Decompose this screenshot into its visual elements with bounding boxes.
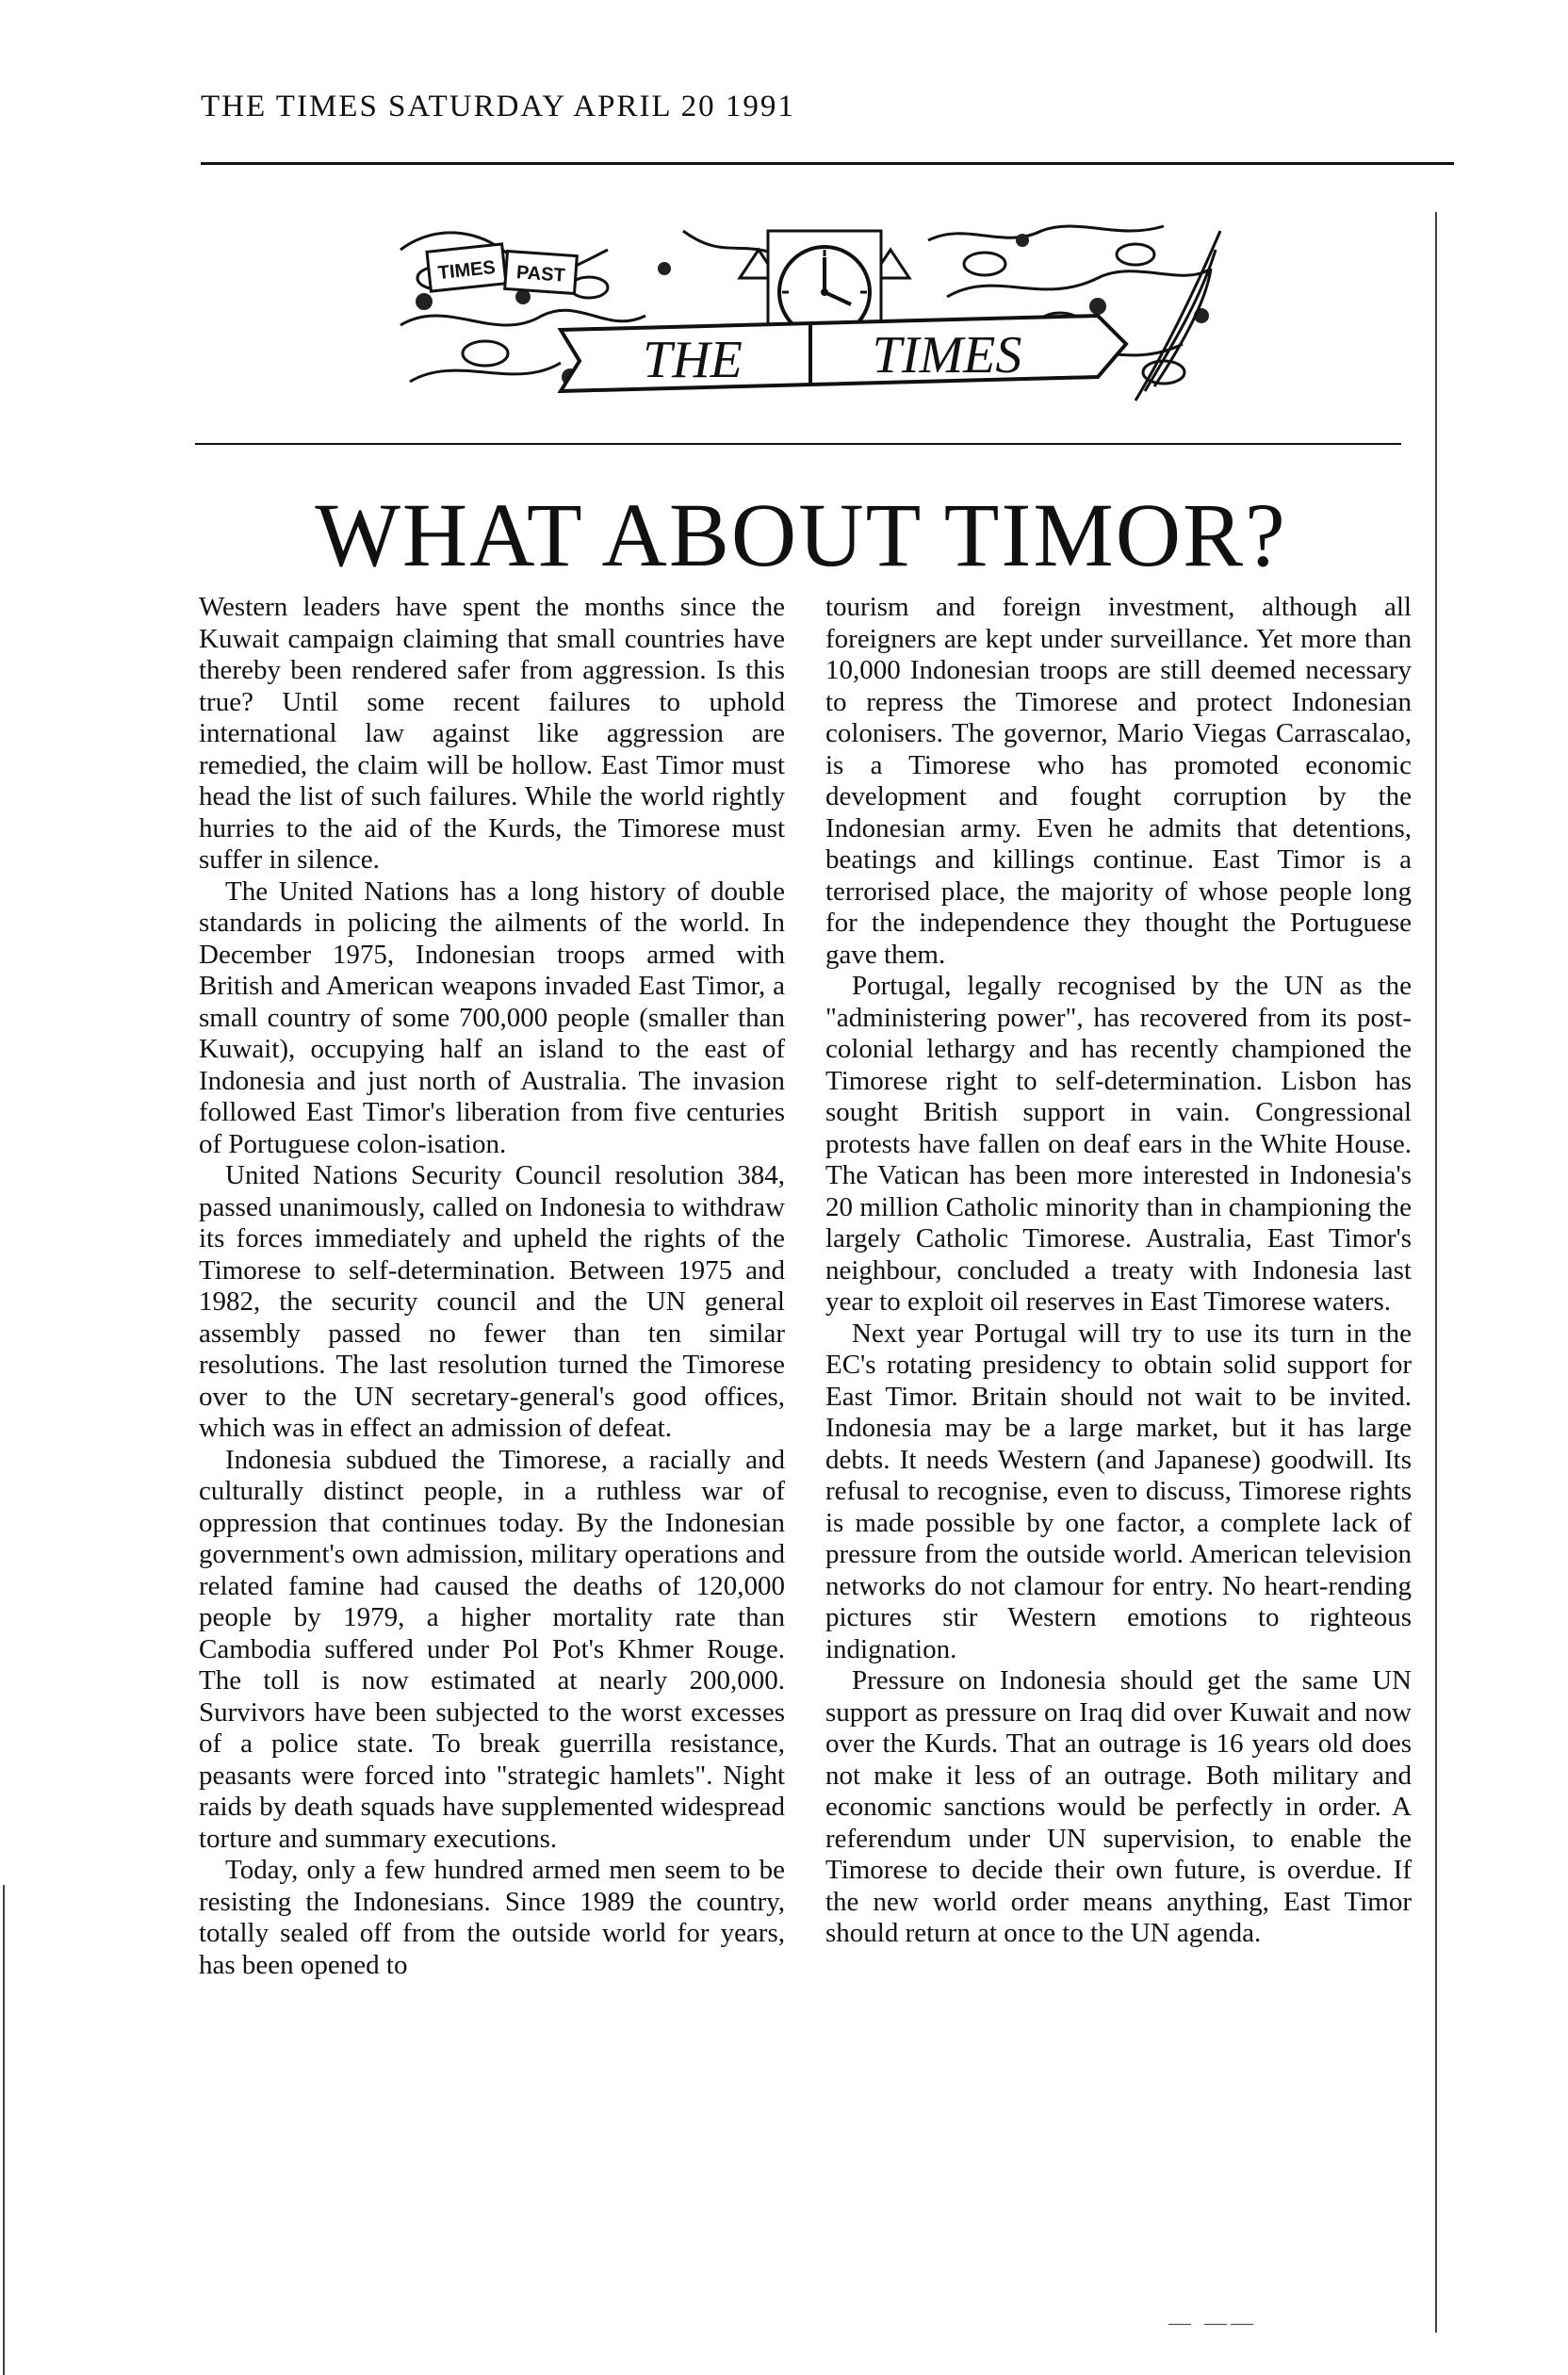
times-past-tabs (427, 244, 577, 294)
paragraph: tourism and foreign investment, although all foreigners are kept under surveillance. Yet more than 10,000 Indonesian troops are still deemed necessary to repress the Timorese and protect Indonesian colonisers. The governor, Mario Viegas Carrascalao, is a Timorese who has promoted economic development and fought corruption by the Indonesian army. Even he admits that detentions, beatings and killings continue. East Timor is a terrorised place, the majority of whose people long for the independence they thought the Portuguese gave them. (825, 592, 1412, 970)
masthead-rule (195, 443, 1401, 445)
paragraph: Pressure on Indonesia should get the same UN support as pressure on Iraq did over Kuwait and now over the Kurds. That an outrage is 16 years old does not make it less of an outrage. Both military and economic sanctions would be perfectly in order. A referendum under UN supervision, to enable the Timorese to decide their own future, is overdue. If the new world order means anything, East Timor should return at once to the UN agenda. (825, 1665, 1412, 1948)
paragraph: Today, only a few hundred armed men seem to be resisting the Indonesians. Since 1989 the country, totally sealed off from the outside world for years, has been opened to (199, 1855, 785, 1980)
paragraph: Portugal, legally recognised by the UN as the "administering power", has recovered from its post-colonial lethargy and has recently championed the Timorese right to self-determination. Lisbon has sought British support in vain. Congressional protests have fallen on deaf ears in the White House. The Vatican has been more interested in Indonesia's 20 million Catholic minority than in championing the largely Catholic Timorese. Australia, East Timor's neighbour, concluded a treaty with Indonesia last year to exploit oil reserves in East Timorese waters. (825, 971, 1412, 1317)
paragraph: The United Nations has a long history of double standards in policing the ailments of the world. In December 1975, Indonesian troops armed with British and American weapons invaded East Timor, a small country of some 700,000 people (smaller than Kuwait), occupying half an island to the east of Indonesia and just north of Australia. The invasion followed East Timor's liberation from five centuries of Portuguese colon-isation. (199, 876, 785, 1159)
times-past-masthead (382, 212, 1230, 410)
paragraph: Next year Portugal will try to use its turn in the EC's rotating presidency to obtain solid support for East Timor. Britain should not wait to be invited. Indonesia may be a large market, but it has large debts. It needs Western (and Japanese) goodwill. Its refusal to recognise, even to discuss, Timorese rights is made possible by one factor, a complete lack of pressure from the outside world. American television networks do not clamour for entry. No heart-rending pictures stir Western emotions to righteous indignation. (825, 1318, 1412, 1664)
end-mark: — —— (1168, 2311, 1257, 2335)
banner-times: TIMES (872, 326, 1022, 385)
paragraph: Indonesia subdued the Timorese, a racially and culturally distinct people, in a ruthless war of oppression that continues today. By the Indonesian government's own admission, military operations and related famine had caused the deaths of 120,000 people by 1979, a higher mortality rate than Cambodia suffered under Pol Pot's Khmer Rouge. The toll is now estimated at nearly 200,000. Survivors have been subjected to the worst excesses of a police state. To break guerrilla resistance, peasants were forced into "strategic hamlets". Night raids by death squads have supplemented widespread torture and summary executions. (199, 1444, 785, 1854)
title-banner (561, 316, 1126, 391)
column-right-rule (1435, 212, 1437, 2333)
article-column-right (825, 592, 1412, 1950)
tab-past-label: PAST (515, 262, 566, 287)
dateline: THE TIMES SATURDAY APRIL 20 1991 (201, 90, 795, 123)
article-column-left (199, 592, 785, 1981)
banner-the: THE (643, 331, 743, 389)
top-rule (201, 162, 1454, 165)
tab-times-label: TIMES (436, 256, 497, 285)
headline: WHAT ABOUT TIMOR? (315, 484, 1287, 585)
paragraph: United Nations Security Council resolution 384, passed unanimously, called on Indonesia to withdraw its forces immediately and upheld the rights of the Timorese to self-determination. Between 1975 and 1982, the security council and the UN general assembly passed no fewer than ten similar resolutions. The last resolution turned the Timorese over to the UN secretary-general's good offices, which was in effect an admission of defeat. (199, 1160, 785, 1443)
paragraph: Western leaders have spent the months since the Kuwait campaign claiming that small countries have thereby been rendered safer from aggression. Is this true? Until some recent failures to uphold international law against like aggression are remedied, the claim will be hollow. East Timor must head the list of such failures. While the world rightly hurries to the aid of the Kurds, the Timorese must suffer in silence. (199, 592, 785, 875)
left-edge-rule (3, 1885, 5, 2375)
